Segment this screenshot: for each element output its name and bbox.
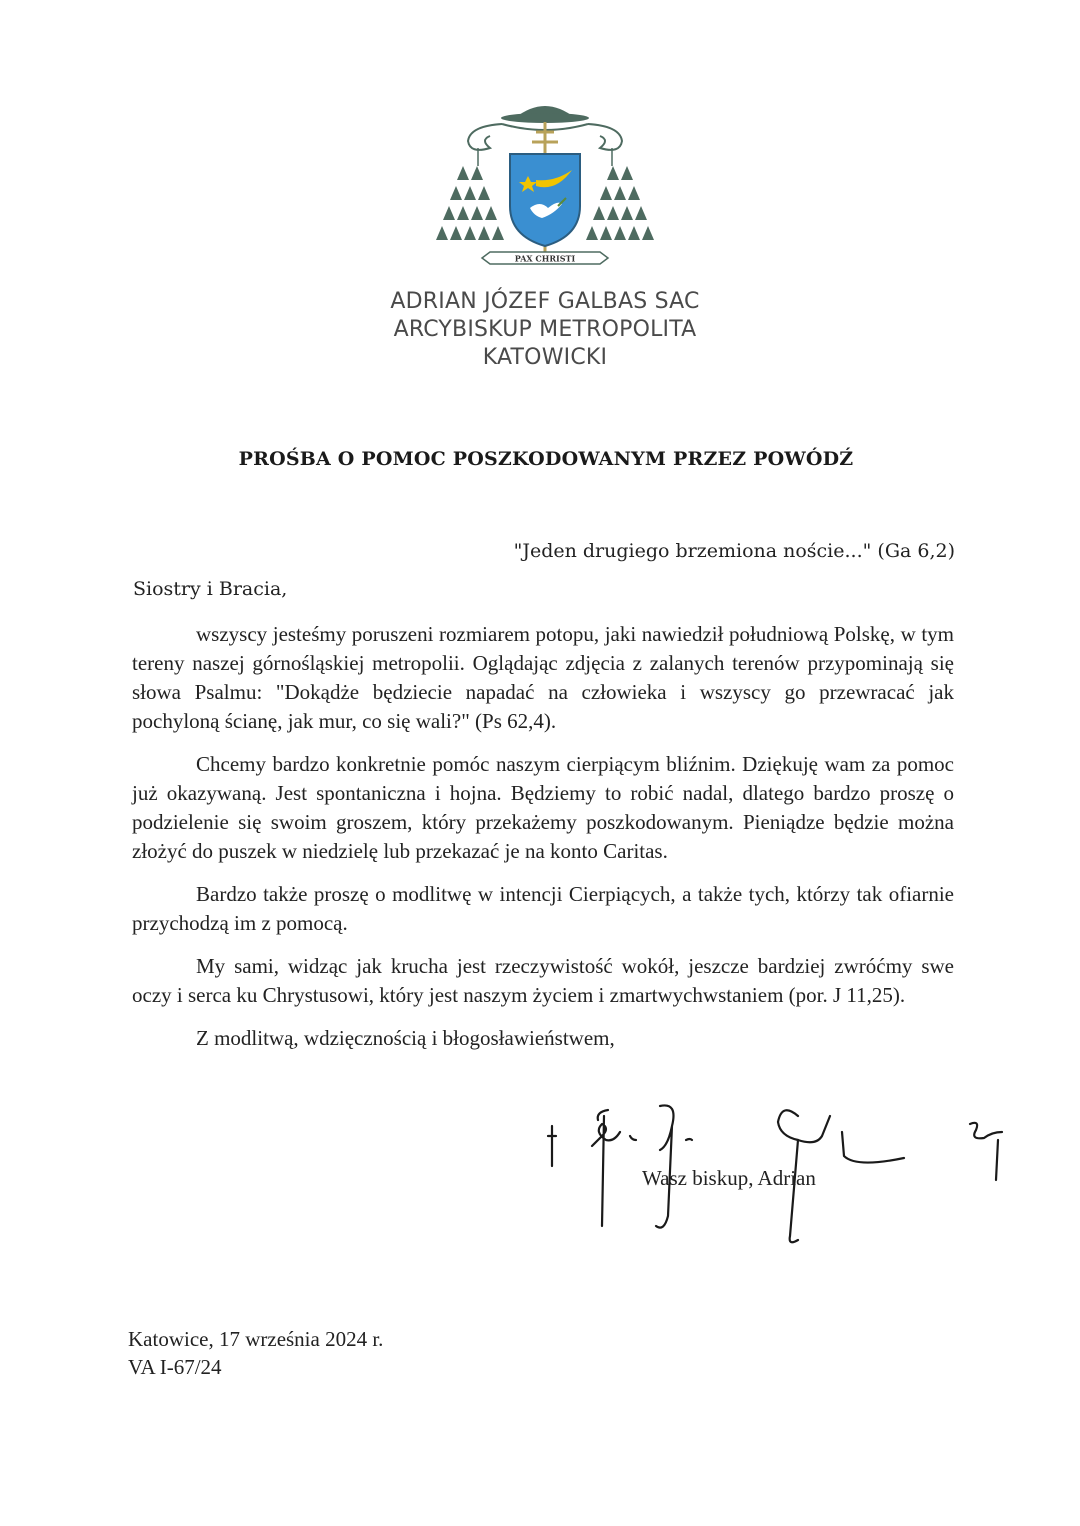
greeting: Siostry i Bracia, [133,578,288,600]
place-and-date-block [128,1325,383,1381]
document-title: PROŚBA O POMOC POSZKODOWANYM PRZEZ POWÓDŹ [238,448,854,470]
letterhead [330,288,760,372]
author-title: ARCYBISKUP METROPOLITA [393,317,697,342]
paragraph: wszyscy jesteśmy poruszeni rozmiarem potopu, jaki nawiedził południową Polskę, w tym tereny naszej górnośląskiej metropolii. Oglądając zdjęcia z zalanych terenów przypominają się słowa Psalmu: "Dokądże będziecie napadać na człowieka i wszyscy go przewracać jak pochyloną ścianę, jak mur, co się wali?" (Ps 62,4). [132,622,954,733]
letter-body [132,620,954,1067]
signature-label: Wasz biskup, Adrian [642,1166,816,1190]
reference-number: VA I-67/24 [128,1355,222,1379]
coat-of-arms-motto: PAX CHRISTI [514,253,576,264]
closing-line: Z modlitwą, wdzięcznością i błogosławieństwem, [196,1026,615,1050]
author-see: KATOWICKI [482,345,608,370]
scripture-motto: "Jeden drugiego brzemiona noście..." (Ga 6,2) [513,540,955,562]
paragraph: My sami, widząc jak krucha jest rzeczywistość wokół, jeszcze bardziej zwróćmy swe oczy i serca ku Chrystusowi, który jest naszym życiem i zmartwychwstaniem (por. J 11,25). [132,954,954,1007]
coat-of-arms-emblem [430,96,660,276]
paragraph: Bardzo także proszę o modlitwę w intencji Cierpiących, a także tych, którzy tak ofiarnie przychodzą im z pomocą. [132,882,954,935]
author-name: ADRIAN JÓZEF GALBAS SAC [390,289,700,314]
paragraph: Chcemy bardzo konkretnie pomóc naszym cierpiącym bliźnim. Dziękuję wam za pomoc już okazywaną. Jest spontaniczna i hojna. Będziemy to robić nadal, dlatego bardzo proszę o podzielenie się swoim groszem, który przekażemy poszkodowanym. Pieniądze będzie można złożyć do puszek w niedzielę lub przekazać je na konto Caritas. [132,752,954,863]
place-date: Katowice, 17 września 2024 r. [128,1327,384,1351]
